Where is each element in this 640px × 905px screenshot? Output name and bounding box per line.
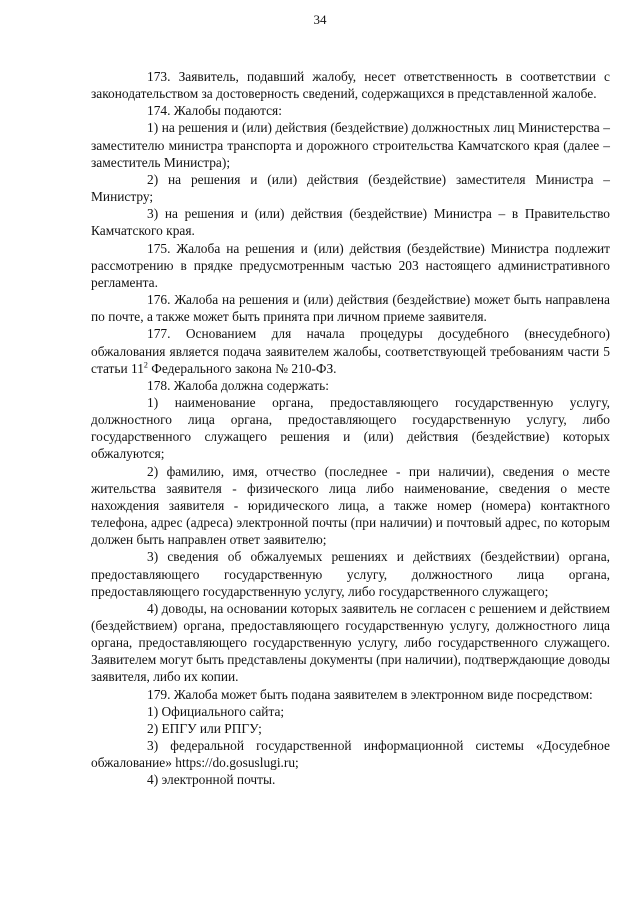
- paragraph: 1) наименование органа, предоставляющего государственную услугу, должностного лица органа, предоставляющего государственную услугу, либо государственного служащего решения и (или) действия (бездействие) которых обжалуются;: [91, 394, 610, 462]
- paragraph: 4) электронной почты.: [147, 772, 276, 788]
- paragraph-text-tail: Федерального закона № 210-ФЗ.: [147, 360, 337, 376]
- paragraph: 3) сведения об обжалуемых решениях и действиях (бездействии) органа, предоставляющего государственную услугу, должностного лица органа, предоставляющего государственную услугу, либо государственного служащего;: [91, 549, 610, 599]
- paragraph: 176. Жалоба на решения и (или) действия (бездействие) может быть направлена по почте, а также может быть принята при личном приеме заявителя.: [91, 292, 610, 325]
- paragraph: 178. Жалоба должна содержать:: [147, 377, 329, 393]
- paragraph: 1) Официального сайта;: [147, 703, 285, 719]
- paragraph-text: 177. Основанием для начала процедуры досудебного (внесудебного) обжалования является подача заявителем жалобы, соответствующей требованиям части 5 статьи 11: [91, 326, 610, 376]
- paragraph: 2) ЕПГУ или РПГУ;: [147, 720, 262, 736]
- paragraph: 3) на решения и (или) действия (бездействие) Министра – в Правительство Камчатского края.: [91, 206, 610, 239]
- superscript: 2: [143, 360, 148, 370]
- paragraph: 173. Заявитель, подавший жалобу, несет ответственность в соответствии с законодательством за достоверность сведений, содержащихся в представленной жалобе.: [91, 69, 610, 102]
- paragraph: 1) на решения и (или) действия (бездействие) должностных лиц Министерства – заместителю министра транспорта и дорожного строительства Камчатского края (далее – заместитель Министра);: [91, 120, 610, 170]
- paragraph: 2) фамилию, имя, отчество (последнее - при наличии), сведения о месте жительства заявителя - физического лица либо наименование, сведения о месте нахождения заявителя - юридического лица, а также номер (номера) контактного телефона, адрес (адреса) электронной почты (при наличии) и почтовый адрес, по которым должен быть направлен ответ заявителю;: [91, 463, 610, 548]
- paragraph: 2) на решения и (или) действия (бездействие) заместителя Министра – Министру;: [91, 171, 610, 205]
- document-body: [91, 68, 610, 789]
- paragraph: 3) федеральной государственной информационной системы «Досудебное обжалование» https://do.gosuslugi.ru;: [91, 738, 610, 771]
- paragraph: [91, 325, 610, 376]
- paragraph: 179. Жалоба может быть подана заявителем в электронном виде посредством:: [147, 686, 593, 702]
- page-number: 34: [313, 12, 327, 27]
- paragraph: 4) доводы, на основании которых заявитель не согласен с решением и действием (бездействием) органа, предоставляющего государственную услугу, должностного лица органа, предоставляющего государственную услугу, либо государственного служащего. Заявителем могут быть представлены документы (при наличии), подтверждающие доводы заявителя, либо их копии.: [91, 600, 610, 685]
- paragraph: 175. Жалоба на решения и (или) действия (бездействие) Министра подлежит рассмотрению в прядке предусмотренным частью 203 настоящего административного регламента.: [91, 240, 610, 290]
- paragraph: 174. Жалобы подаются:: [147, 103, 282, 119]
